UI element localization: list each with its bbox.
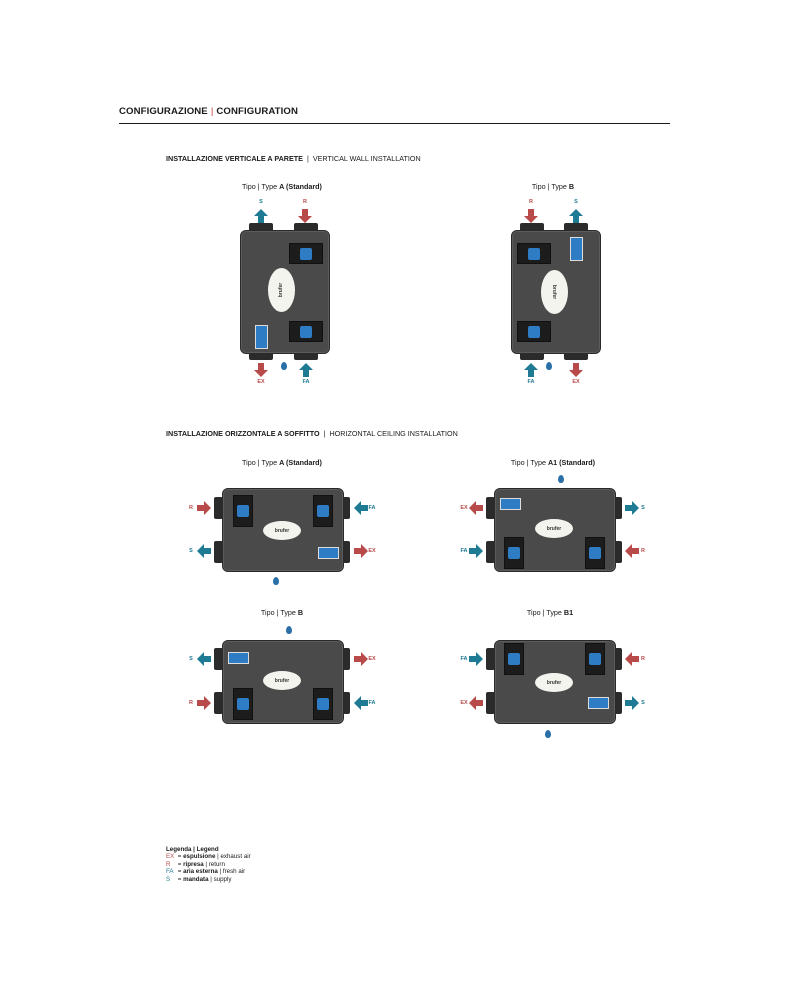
brand-logo: brufer — [268, 268, 295, 312]
flow-arrow-icon — [254, 209, 268, 223]
flow-arrow-icon — [354, 544, 368, 558]
header-separator: | — [210, 106, 214, 117]
flow-arrow-icon — [354, 696, 368, 710]
section-vertical-it: INSTALLAZIONE VERTICALE A PARETE — [166, 154, 303, 163]
flow-arrow-icon — [299, 363, 313, 377]
flow-arrow-icon — [625, 501, 639, 515]
legend — [166, 846, 251, 883]
section-horizontal-sep: | — [323, 429, 326, 438]
brand-logo: brufer — [535, 519, 573, 538]
figure-title-horizontal-a: Tipo | Type A (Standard) — [242, 458, 322, 467]
brand-logo: brufer — [263, 671, 301, 690]
flow-arrow-icon — [254, 363, 268, 377]
flow-arrow-icon — [197, 544, 211, 558]
flow-arrow-icon — [354, 501, 368, 515]
legend-row: FA = aria esterna | fresh air — [166, 868, 246, 876]
legend-row: EX = espulsione | exhaust air — [166, 853, 251, 861]
brand-logo: brufer — [263, 521, 301, 540]
header-title-it: CONFIGURAZIONE — [119, 106, 208, 117]
flow-arrow-icon — [469, 652, 483, 666]
figure-title-horizontal-b1: Tipo | Type B1 — [526, 608, 574, 617]
flow-arrow-icon — [625, 652, 639, 666]
flow-arrow-icon — [469, 544, 483, 558]
legend-row: R = ripresa | return — [166, 860, 225, 868]
flow-arrow-icon — [524, 209, 538, 223]
flow-arrow-icon — [197, 652, 211, 666]
flow-arrow-icon — [569, 209, 583, 223]
figure-title-vertical-b: Tipo | Type B — [531, 182, 575, 191]
figure-title-vertical-a: Tipo | Type A (Standard) — [242, 182, 322, 191]
flow-arrow-icon — [569, 363, 583, 377]
flow-arrow-icon — [469, 696, 483, 710]
flow-arrow-icon — [354, 652, 368, 666]
section-horizontal-it: INSTALLAZIONE ORIZZONTALE A SOFFITTO — [166, 429, 320, 438]
flow-arrow-icon — [469, 501, 483, 515]
legend-title: Legenda | Legend — [166, 846, 219, 853]
flow-arrow-icon — [197, 696, 211, 710]
flow-arrow-icon — [625, 696, 639, 710]
flow-arrow-icon — [197, 501, 211, 515]
section-vertical-en: VERTICAL WALL INSTALLATION — [312, 154, 421, 163]
brand-logo: brufer — [535, 673, 573, 692]
brand-logo: brufer — [541, 270, 568, 314]
flow-arrow-icon — [298, 209, 312, 223]
legend-row: S = mandata | supply — [166, 875, 232, 883]
header-title-en: CONFIGURATION — [216, 106, 299, 117]
section-vertical-sep: | — [306, 154, 309, 163]
figure-title-horizontal-a1: Tipo | Type A1 (Standard) — [510, 458, 596, 467]
flow-arrow-icon — [524, 363, 538, 377]
section-horizontal-en: HORIZONTAL CEILING INSTALLATION — [329, 429, 458, 438]
flow-arrow-icon — [625, 544, 639, 558]
figure-title-horizontal-b: Tipo | Type B — [260, 608, 304, 617]
